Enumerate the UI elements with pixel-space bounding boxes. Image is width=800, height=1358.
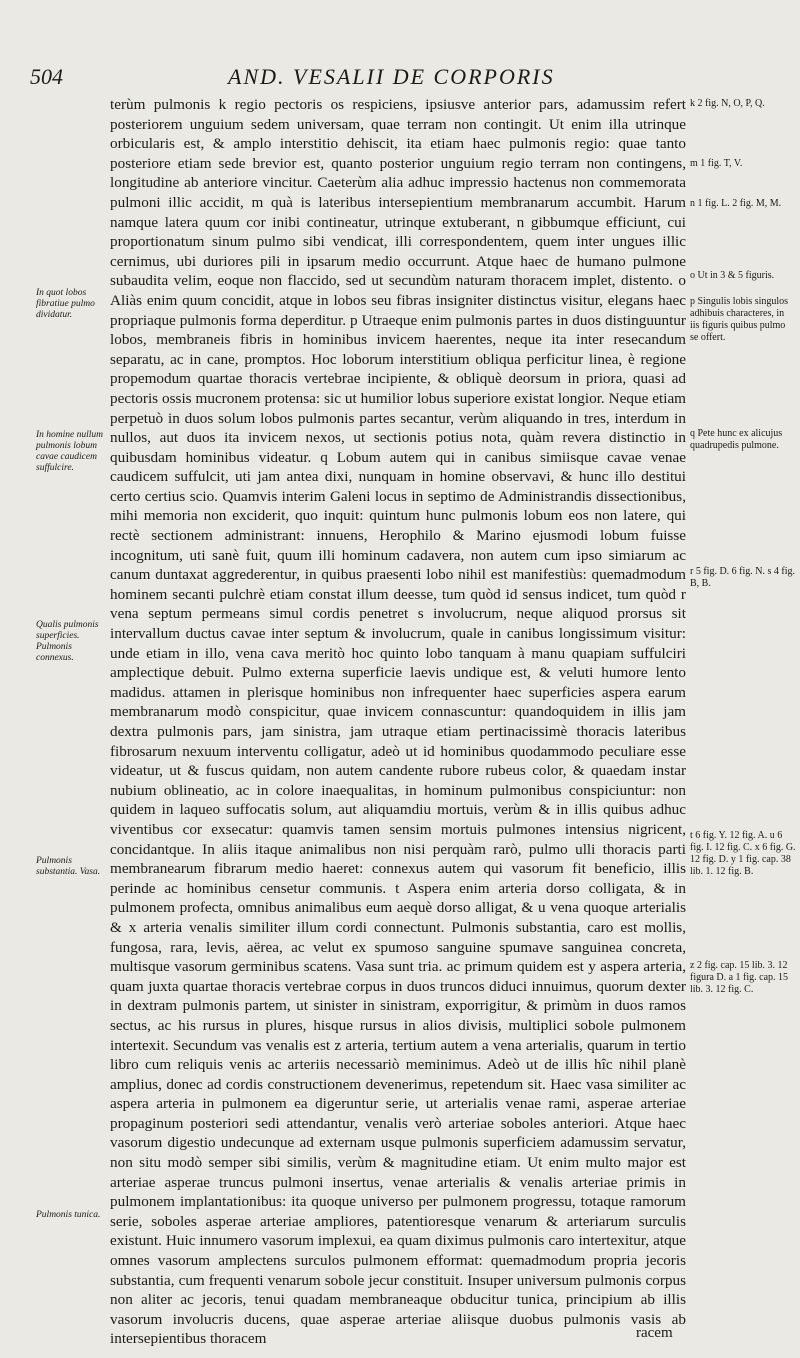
margin-note-right: k 2 fig. N, O, P, Q. bbox=[690, 98, 765, 109]
margin-note-right: t 6 fig. Y. 12 fig. A. u 6 fig. I. 12 fig. C. x 6 fig. G. 12 fig. D. y 1 fig. cap. 38 lib. 1. 12 fig. B. bbox=[690, 830, 796, 877]
running-head bbox=[0, 64, 800, 94]
catchword: racem bbox=[636, 1325, 673, 1341]
margin-note-right: o Ut in 3 & 5 figuris. bbox=[690, 270, 775, 281]
margin-note-left: Qualis pulmonis superficies. Pulmonis connexus. bbox=[36, 620, 99, 663]
margin-note-right: r 5 fig. D. 6 fig. N. s 4 fig. B, B. bbox=[690, 566, 795, 589]
margin-note-right: n 1 fig. L. 2 fig. M, M. bbox=[690, 198, 782, 209]
margin-note-right: p Singulis lobis singulos adhibuis characteres, in iis figuris quibus pulmo se offert. bbox=[690, 296, 789, 343]
running-title: AND. VESALII DE CORPORIS bbox=[228, 64, 555, 89]
margin-note-left: Pulmonis substantia. Vasa. bbox=[36, 856, 101, 877]
margin-note-right: m 1 fig. T, V. bbox=[690, 158, 743, 169]
margin-note-right: z 2 fig. cap. 15 lib. 3. 12 figura D. a 1 fig. cap. 15 lib. 3. 12 fig. C. bbox=[690, 960, 789, 995]
main-text-block bbox=[110, 95, 686, 1349]
margin-note-right: q Pete hunc ex alicujus quadrupedis pulmone. bbox=[690, 428, 783, 451]
page-number: 504 bbox=[30, 64, 63, 89]
margin-note-left: In quot lobos fibratiue pulmo dividatur. bbox=[36, 288, 95, 320]
margin-note-left: Pulmonis tunica. bbox=[36, 1210, 101, 1220]
main-paragraph: terùm pulmonis k regio pectoris os respiciens, ipsiusve anterior pars, adamussim refert posteriorem unguium sedem universam, quae terram non contingit. Ut enim illa utrinque orbicularis est, & amplo interstitio dehiscit, ita etiam haec pulmonis regio: quae tanto posteriore etiam sede brevior est, quanto posterior unguium regio terram non contingens, longitudine ab anteriore vincitur. Caeterùm alia adhuc impressio hactenus non commemorata pulmoni illic accidit, m quà is lateribus intersepientium membranarum accumbit. Harum namque latera quum cor inibi contineatur, utrinque extuberant, n gibbumque efficiunt, cui proportionatum sinum pulmo sibi vendicat, illi correspondentem, quem inter ungues illic cernimus, ubi duriores pili in ipsarum medio occurrunt. Atque haec de humano pulmone subaudita velim, eoque non flaccido, sed ut secundùm naturam thoracem implet, distento. o Aliàs enim quum concidit, atque in lobos seu fibras insigniter distinctus visitur, elegans haec propriaque pulmonis forma deperditur. p Utraeque enim pulmonis partes in duos distinguuntur lobos, membraneis fibris in hominibus invicem haerentes, neque ita inter resecandum separatu, ac in cane, promptos. Hoc loborum interstitium obliqua perficitur linea, è regione propemodum quartae thoracis vertebrae incipiente, & obliquè deorsum in priora, quasi ad pectoris ossis mucronem protensa: sic ut humilior lobus superiore existat longior. Neque etiam perpetuò in duos solum lobos pulmonis partes secantur, verùm aliquando in tres, interdum in nullos, aut duos ita invicem nexos, ut sectionis potius nota, quàm revera distinctio in quibusdam hominibus videatur. q Lobum autem qui in canibus simiisque cavae venae caudicem suffulcit, uti jam antea dixi, nunquam in homine observavi, & hunc illo destitui certo certius scio. Quamvis interim Galeni locus in septimo de Administrandis dissectionibus, mihi memoria non exciderit, quo inquit: quintum hunc pulmonis lobum eos non latere, qui rectè sectionem administrant: innuens, Herophilo & Marino ejusmodi lobum fuisse incognitum, uti sanè fuit, quum illi hominum cadavera, non autem cum ipso simiarum ac canum duntaxat aggrederentur, in quibus praesenti lobo nihil est manifestiùs: quemadmodum hominem secanti pulchrè etiam constat illum deesse, tum quòd id sensus indicet, tum quòd r vena septum permeans simul cordis penetret s involucrum, neque aliquod prorsus sit intervallum ductus cavae inter septum & involucrum, quale in canibus longissimum visitur: unde etiam in illo, vena cava meritò hoc quinto lobo tanquam à manu quapiam suffulciri amplectique debuit. Pulmo externa superficie laevis undique est, & veluti humore lento madidus. attamen in plerisque hominibus non infrequenter haec superficies aspera earum membranarum modò conspicitur, quae invicem connascuntur: quandoquidem in illis jam dextra pulmonis pars, jam sinistra, jam utraque etiam pertinacissimè thoracis lateribus fibrosarum nexuum interventu colligatur, adeò ut id hominibus quodammodo peculiare esse videatur, ut & fuscus quidam, non autem candente rubore rubeus color, & quaedam instar nubium oblineatio, ac in colore inaequalitas, in hominum pulmonibus conspiciuntur: non quidem in laqueo suffocatis solum, aut aliquamdiu mortuis, verùm & in illis quibus adhuc viventibus cor exsecatur: quamvis tamen sensim mortuis pulmones intensius nigricent, concidantque. In aliis itaque animalibus non nisi perquàm rarò, pulmo ulli thoracis parti membranearum fibrarum medio haeret: connexus autem qui vasorum fit beneficio, illis perinde ac hominibus censetur communis. t Aspera enim arteria dorso colligata, & in pulmonem profecta, omnibus animalibus eum aequè dorso alligat, & u vena quoque arterialis & x arteria venalis similiter illum cordi connectunt. Pulmonis substantia, caro est mollis, fungosa, rara, levis, aërea, ac velut ex spumoso sanguine spumave sanguinea concreta, multisque vasorum germinibus scatens. Vasa sunt tria. ac primum quidem est y aspera arteria, quam juxta quartae thoracis vertebrae corpus in duos truncos diduci innuimus, quorum dexter in dextram pulmonis partem, ut sinister in sinistram, exporrigitur, & primùm in duos ramos sectus, ac his rursus in plures, hisque rursus in alios divisis, multiplici sobole pulmonem intertexit. Secundum vas venalis est z arteria, tertium autem a vena arterialis, quarum in tertio libro cum reliquis venis ac arteriis necessariò meminimus. Adeò ut de illis hîc nihil planè amplius, donec ad cordis constructionem devenerimus, repetendum sit. Haec vasa similiter ac aspera arteria in pulmonem ea digeruntur serie, ut arterialis venae rami, asperae arteriae propaginum posteriori sedi attendantur, venalis verò arteriae soboles anteriori. Atque haec vasorum digestio undecunque ad externam usque pulmonis superficiem adamussim servatur, non situ modò semper sibi similis, verùm & magnitudine etiam. Ut enim multo major est arteriae asperae truncus pulmoni insertus, venae arterialis & venalis arteriae primis in pulmonem implantationibus: ita quoque universo per pulmonem progressu, totaque ramorum serie, soboles asperae arteriae ampliores, patentioresque venarum & arteriarum surculis existunt. Huic innumero vasorum implexui, ea quam diximus pulmonis caro intertexitur, atque omnes vasorum amplectens surculos pulmonem efformat: quemadmodum propria jecoris substantia, cum frequenti venarum sobole jecur constituit. Insuper universum pulmonis corpus non aliter ac jecoris, tenui quadam membraneaque obducitur tunica, principium ab illis vasorum involucris ducens, quae asperae arteriae aliisque duobus pulmonis vasis ab intersepientibus thoracem bbox=[110, 96, 686, 1348]
margin-note-left: In homine nullum pulmonis lobum cavae caudicem suffulcire. bbox=[36, 430, 104, 473]
